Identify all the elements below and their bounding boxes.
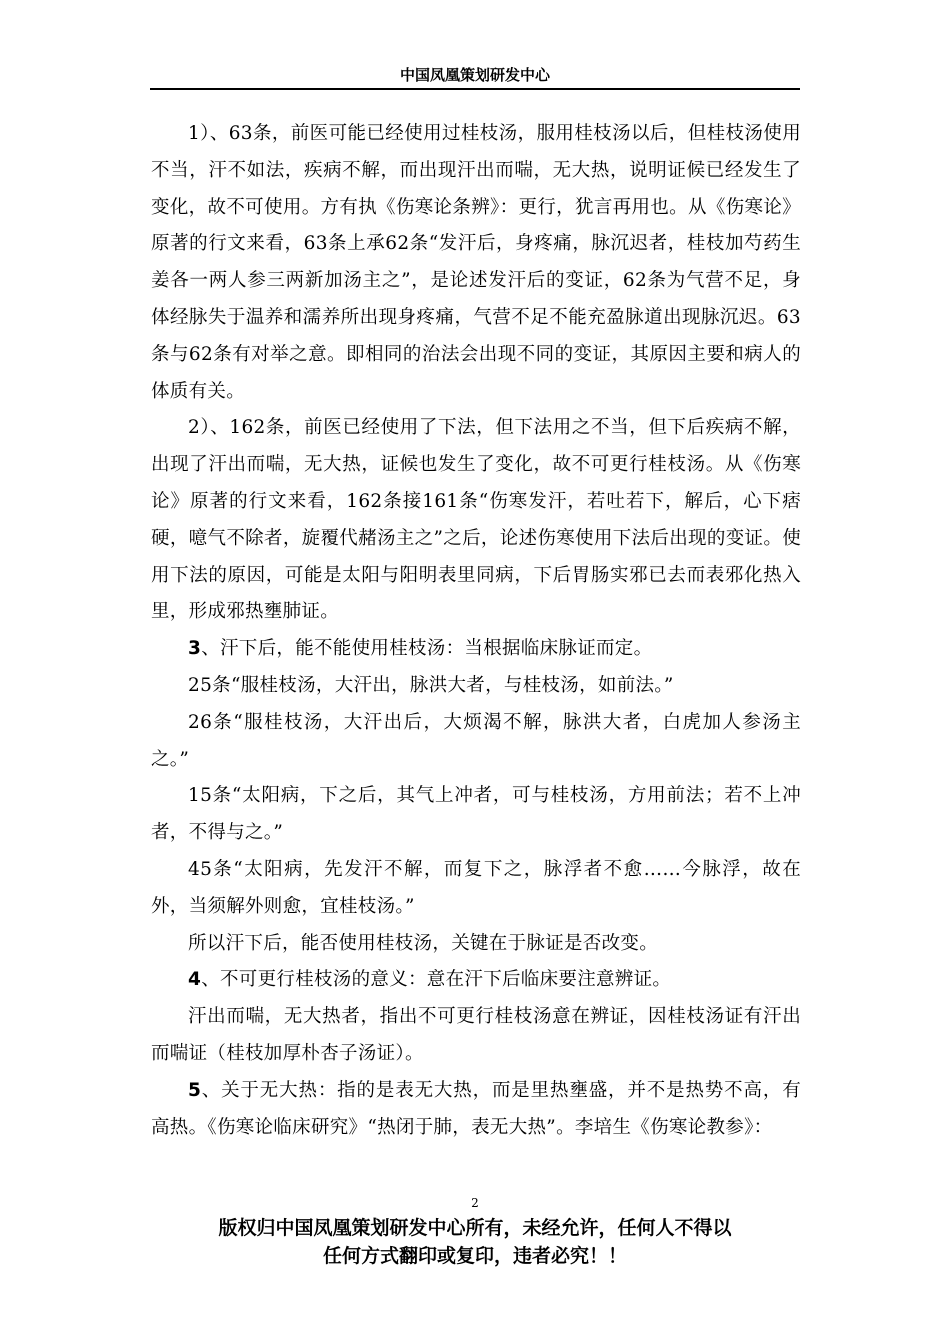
section-4-body: 汗出而喘，无大热者，指出不可更行桂枝汤意在辨证，因桂枝汤证有汗出而喘证（桂枝加厚朴杏子汤证）。: [151, 1006, 801, 1064]
section-number: 4: [188, 969, 202, 991]
paragraph-2: 2）、162条，前医已经使用了下法，但下法用之不当，但下后疾病不解，出现了汗出而喘，无大热，证候也发生了变化，故不可更行桂枝汤。从《伤寒论》原著的行文来看，162条接161条“伤寒发汗，若吐若下，解后，心下痞硬，噫气不除者，旋覆代赭汤主之”之后，论述伤寒使用下法后出现的变证。使用下法的原因，可能是太阳与阳明表里同病，下后胃肠实邪已去而表邪化热入里，形成邪热壅肺证。: [151, 417, 801, 623]
paragraph-1: 1）、63条，前医可能已经使用过桂枝汤，服用桂枝汤以后，但桂枝汤使用不当，汗不如法，疾病不解，而出现汗出而喘，无大热，说明证候已经发生了变化，故不可使用。方有执《伤寒论条辨》：更行，犹言再用也。从《伤寒论》原著的行文来看，63条上承62条“发汗后，身疼痛，脉沉迟者，桂枝加芍药生姜各一两人参三两新加汤主之”，是论述发汗后的变证，62条为气营不足，身体经脉失于温养和濡养所出现身疼痛，气营不足不能充盈脉道出现脉沉迟。63条与62条有对举之意。即相同的治法会出现不同的变证，其原因主要和病人的体质有关。: [151, 123, 801, 402]
quote-25: 25条“服桂枝汤，大汗出，脉洪大者，与桂枝汤，如前法。”: [188, 674, 674, 696]
document-body: [151, 116, 801, 1146]
copyright-notice: [140, 1214, 810, 1270]
quote-15: 15条“太阳病，下之后，其气上冲者，可与桂枝汤，方用前法；若不上冲者，不得与之。”: [151, 785, 801, 844]
section-5-heading: 5、关于无大热：指的是表无大热，而是里热壅盛，并不是热势不高，有高热。《伤寒论临床研究》“热闭于肺，表无大热”。李培生《伤寒论教参》：: [151, 1079, 801, 1138]
page-number: 2: [471, 1196, 479, 1210]
section-number: 3: [188, 638, 202, 660]
quote-26: 26条“服桂枝汤，大汗出后，大烦渴不解，脉洪大者，白虎加人参汤主之。”: [151, 711, 801, 770]
section-3-heading: 3、汗下后，能不能使用桂枝汤：当根据临床脉证而定。: [188, 638, 653, 660]
header-title: 中国凤凰策划研发中心: [399, 66, 550, 84]
section-number: 5: [188, 1079, 202, 1101]
copyright-line-1: 版权归中国凤凰策划研发中心所有，未经允许，任何人不得以: [218, 1217, 732, 1239]
page-header: [150, 64, 800, 90]
quote-45: 45条“太阳病，先发汗不解，而复下之，脉浮者不愈……今脉浮，故在外，当须解外则愈，宜桂枝汤。”: [151, 858, 801, 917]
conclusion-paragraph: 所以汗下后，能否使用桂枝汤，关键在于脉证是否改变。: [188, 932, 659, 954]
section-4-heading: 4、不可更行桂枝汤的意义：意在汗下后临床要注意辨证。: [188, 969, 672, 991]
copyright-line-2: 任何方式翻印或复印，违者必究！！: [322, 1245, 627, 1267]
